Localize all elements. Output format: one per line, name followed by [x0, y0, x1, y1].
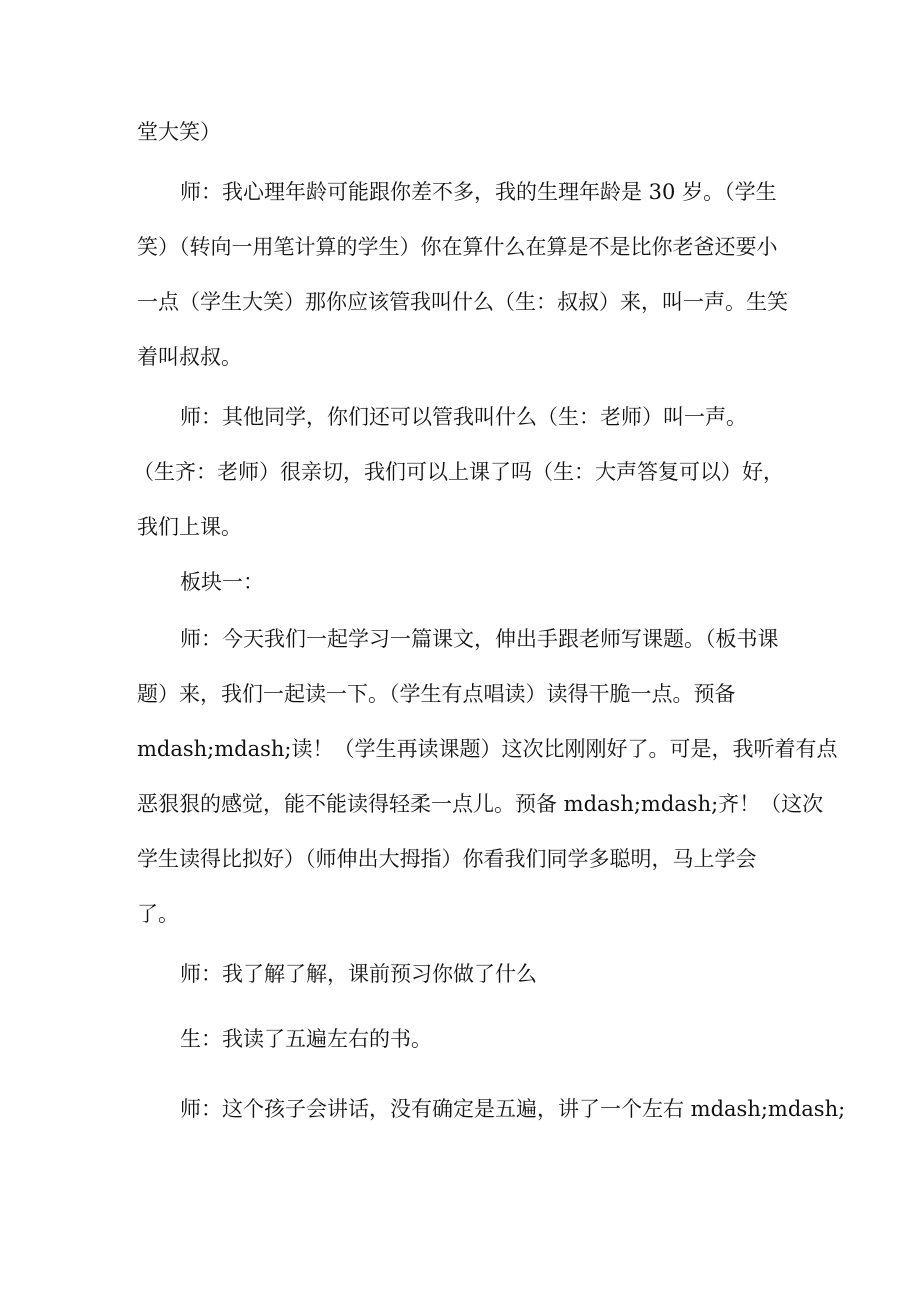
text-line: 我们上课。	[137, 515, 242, 539]
text-line: （生齐：老师）很亲切，我们可以上课了吗（生：大声答复可以）好，	[133, 460, 784, 484]
text-line: 堂大笑）	[137, 120, 221, 144]
text-line: 生：我读了五遍左右的书。	[180, 1027, 432, 1051]
text-line: 师：这个孩子会讲话，没有确定是五遍，讲了一个左右 mdash;mdash;	[180, 1097, 846, 1121]
text-line: 恶狠狠的感觉，能不能读得轻柔一点儿。预备 mdash;mdash;齐！（这次	[137, 792, 824, 816]
text-line: 笑）（转向一用笔计算的学生）你在算什么在算是不是比你老爸还要小	[137, 235, 778, 259]
text-line: 师：其他同学，你们还可以管我叫什么（生：老师）叫一声。	[180, 405, 747, 429]
text-line: 师：我心理年龄可能跟你差不多，我的生理年龄是 30 岁。（学生	[180, 180, 777, 204]
text-line: 师：我了解了解，课前预习你做了什么	[180, 962, 537, 986]
section-heading: 板块一：	[180, 570, 264, 594]
text-line: 学生读得比拟好）（师伸出大拇指）你看我们同学多聪明，马上学会	[137, 847, 757, 871]
text-line: 着叫叔叔。	[137, 345, 242, 369]
text-line: 题）来，我们一起读一下。（学生有点唱读）读得干脆一点。预备	[137, 682, 736, 706]
text-line: 了。	[137, 902, 179, 926]
text-line: 师：今天我们一起学习一篇课文，伸出手跟老师写课题。（板书课	[180, 627, 779, 651]
text-line: 一点（学生大笑）那你应该管我叫什么（生：叔叔）来，叫一声。生笑	[137, 290, 788, 314]
text-line: mdash;mdash;读！（学生再读课题）这次比刚刚好了。可是，我听着有点	[137, 737, 838, 761]
